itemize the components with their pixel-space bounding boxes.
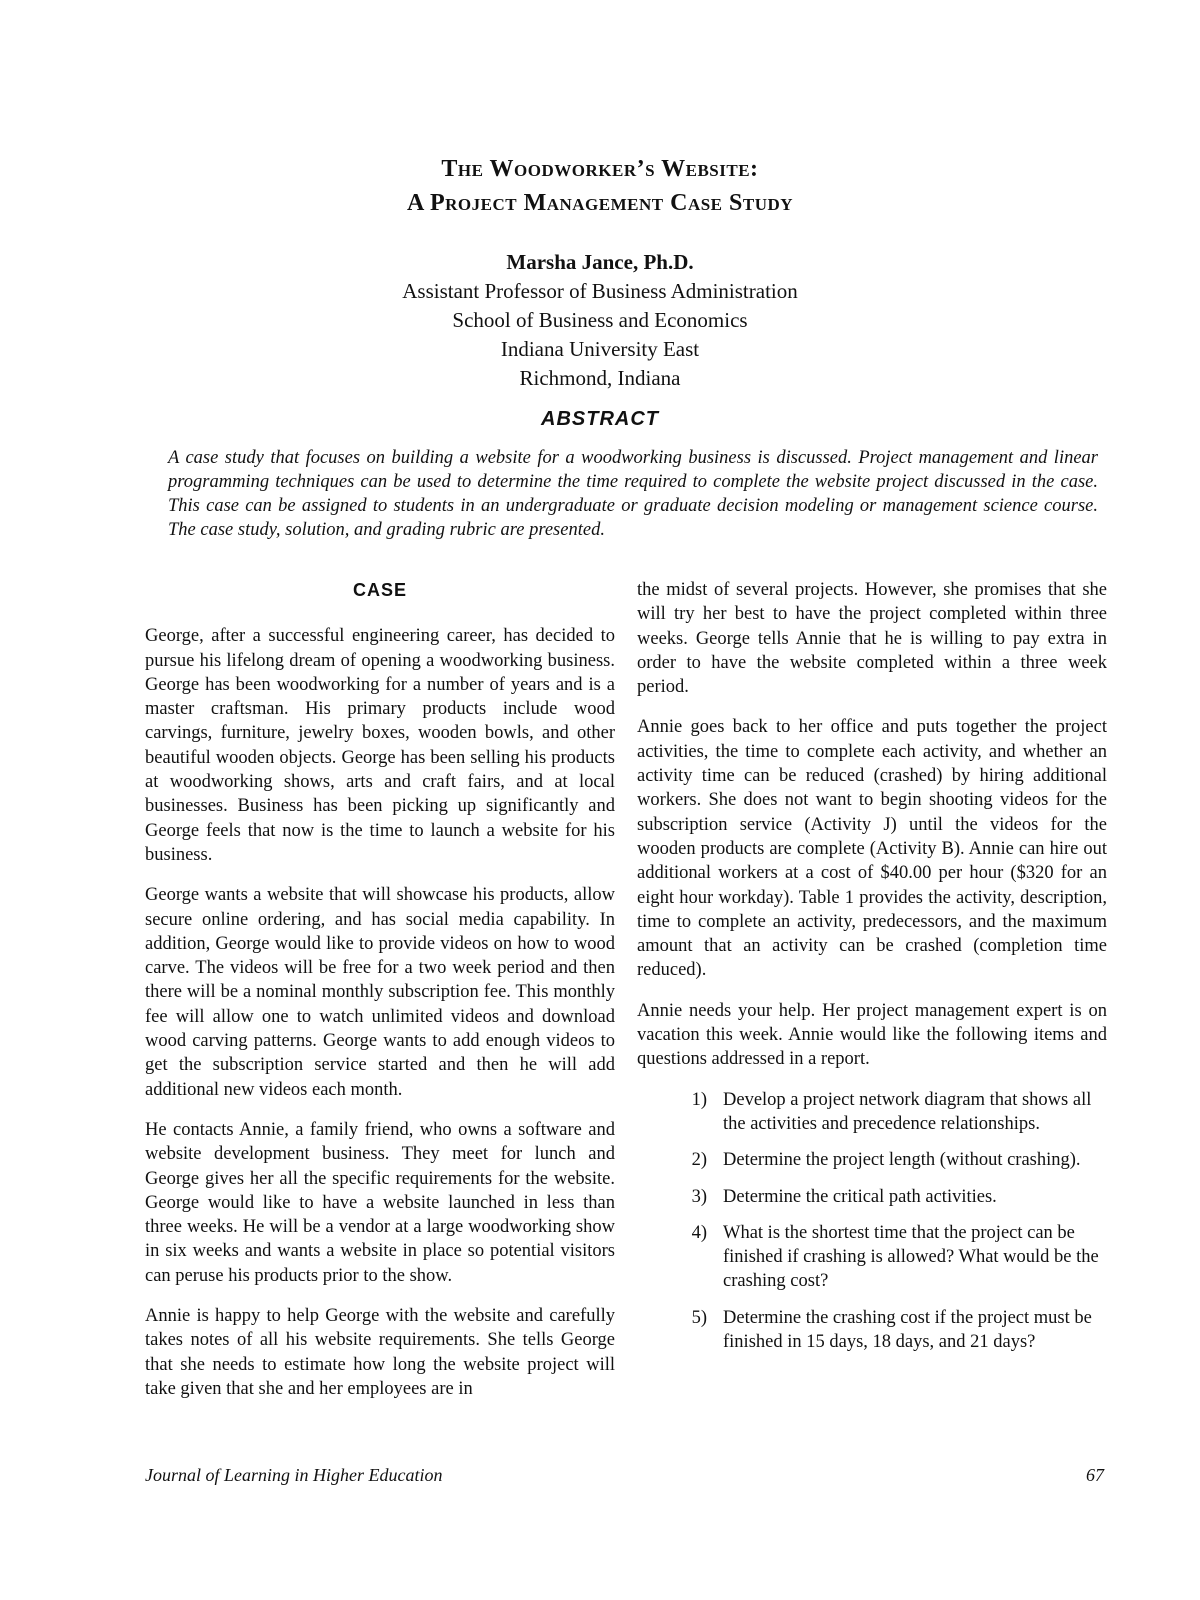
question-list — [637, 1088, 1107, 1355]
abstract-heading: ABSTRACT — [541, 408, 659, 430]
author-location: Richmond, Indiana — [519, 366, 681, 390]
case-paragraph-7: Annie needs your help. Her project management expert is on vacation this week. Annie would like the following items and questions addressed in a report. — [637, 1000, 1107, 1070]
footer-journal-name: Journal of Learning in Higher Education — [145, 1465, 443, 1485]
left-column — [145, 576, 615, 1417]
case-paragraph-2: George wants a website that will showcase his products, allow secure online ordering, and has social media capability. In addition, George would like to provide videos on how to wood carve. The videos will be free for a two week period and then there will be a nominal monthly subscription fee. This monthly fee will allow one to watch unlimited videos and download wood carving patterns. George wants to add enough videos to get the subscription service started and then he will add additional new videos each month. — [145, 885, 615, 1100]
page-number: 67 — [1086, 1465, 1104, 1485]
question-number: 5) — [691, 1307, 707, 1328]
question-number: 3) — [691, 1186, 707, 1207]
abstract-text: A case study that focuses on building a website for a woodworking business is discussed. Project management and linear programming techniques can be used to determine the time required to complete the website project discussed in the case. This case can be assigned to students in an undergraduate or graduate decision modeling or management science course. The case study, solution, and grading rubric are presented. — [168, 448, 1098, 540]
question-number: 2) — [691, 1150, 707, 1171]
question-text: Determine the project length (without crashing). — [723, 1150, 1081, 1171]
question-text: What is the shortest time that the project can be finished if crashing is allowed? What would be the crashing cost? — [723, 1222, 1099, 1292]
case-paragraph-3: He contacts Annie, a family friend, who owns a software and website development business. They meet for lunch and George gives her all the specific requirements for the website. George would like to have a website launched in less than three weeks. He will be a vendor at a large woodworking show in six weeks and wants a website in place so potential visitors can peruse his products prior to the show. — [145, 1119, 615, 1286]
author-university: Indiana University East — [500, 337, 700, 361]
question-text: Determine the crashing cost if the project must be finished in 15 days, 18 days, and 21 days? — [723, 1307, 1092, 1353]
question-item — [637, 1088, 1107, 1137]
question-item — [637, 1148, 1107, 1172]
question-item — [637, 1306, 1107, 1355]
question-item — [637, 1185, 1107, 1209]
question-item — [637, 1221, 1107, 1294]
right-column — [637, 578, 1107, 1366]
author-position: Assistant Professor of Business Administration — [402, 279, 798, 303]
question-number: 4) — [691, 1222, 707, 1243]
paper-title — [0, 152, 1200, 220]
case-heading: CASE — [352, 580, 407, 600]
author-block — [0, 248, 1200, 393]
question-text: Determine the critical path activities. — [723, 1186, 997, 1207]
author-name: Marsha Jance, Ph.D. — [506, 250, 694, 274]
title-line-2: A Project Management Case Study — [406, 190, 794, 216]
case-paragraph-6: Annie goes back to her office and puts together the project activities, the time to complete each activity, and whether an activity time can be reduced (crashed) by hiring additional workers. She does not want to begin shooting videos for the subscription service (Activity J) until the videos for the wooden products are complete (Activity B). Annie can hire out additional workers at a cost of $40.00 per hour ($320 for an eight hour workday). Table 1 provides the activity, description, time to complete an activity, predecessors, and the maximum amount that an activity can be crashed (completion time reduced). — [637, 717, 1107, 981]
title-line-1: The Woodworker’s Website: — [441, 156, 759, 182]
question-number: 1) — [691, 1089, 707, 1110]
author-school: School of Business and Economics — [452, 308, 748, 332]
question-text: Develop a project network diagram that shows all the activities and precedence relationships. — [723, 1089, 1092, 1134]
case-paragraph-5: the midst of several projects. However, she promises that she will try her best to have the project completed within three weeks. George tells Annie that he is willing to pay extra in order to have the website completed within a three week period. — [637, 580, 1107, 698]
case-paragraph-4: Annie is happy to help George with the website and carefully takes notes of all his website requirements. She tells George that she needs to estimate how long the website project will take given that she and her employees are in — [145, 1306, 615, 1399]
case-paragraph-1: George, after a successful engineering career, has decided to pursue his lifelong dream of opening a woodworking business. George has been woodworking for a number of years and is a master craftsman. His primary products include wood carvings, furniture, jewelry boxes, wooden bowls, and other beautiful wooden objects. George has been selling his products at woodworking shows, arts and craft fairs, and at local businesses. Business has been picking up significantly and George feels that now is the time to launch a website for his business. — [145, 626, 615, 865]
